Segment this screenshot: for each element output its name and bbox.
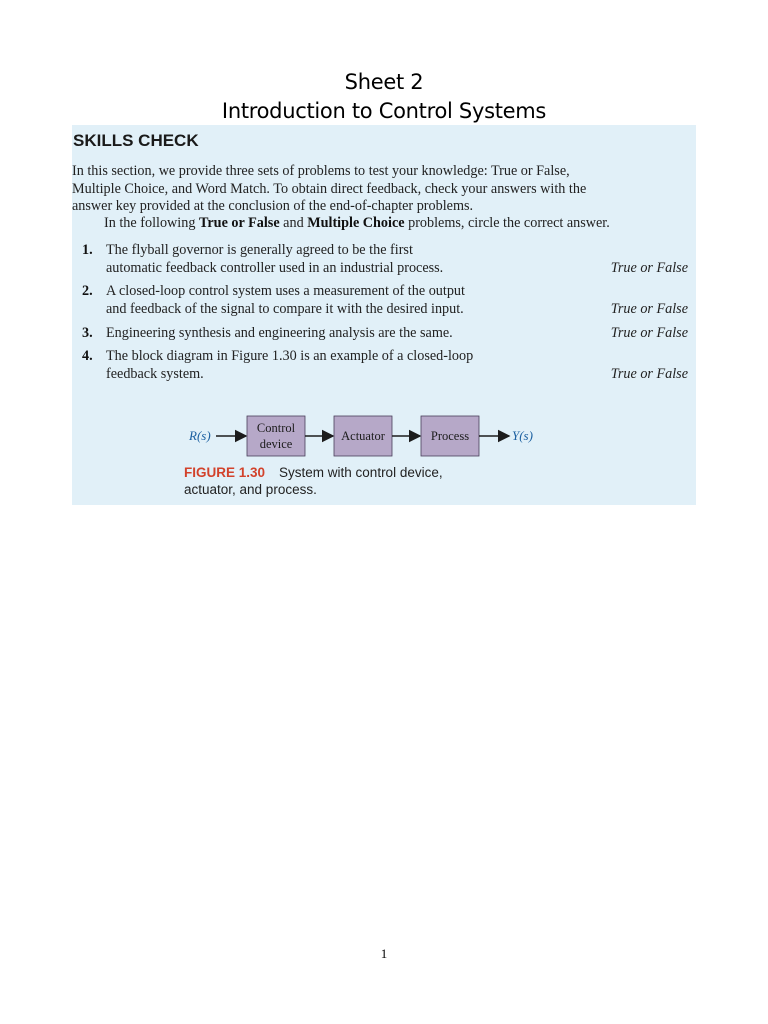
block-label: device — [259, 437, 293, 451]
caption-text: actuator, and process. — [184, 482, 317, 497]
instruction-bold-true-false: True or False — [198, 215, 280, 231]
intro-line: answer key provided at the conclusion of the end-of-chapter problems. — [72, 198, 474, 215]
block-label: Control — [256, 421, 296, 435]
caption-line — [184, 464, 443, 481]
instruction-text: problems, circle the correct answer. — [404, 215, 610, 231]
page-number: 1 — [380, 946, 388, 961]
question-text: The block diagram in Figure 1.30 is an example of a closed-loop — [106, 348, 474, 364]
sheet-subtitle: Introduction to Control Systems — [221, 99, 547, 123]
true-or-false-answer[interactable]: True or False — [610, 366, 688, 382]
instruction-text: and — [279, 215, 308, 231]
output-signal-label: Y(s) — [512, 428, 533, 443]
block-label: Actuator — [341, 429, 385, 443]
input-signal-label: R(s) — [189, 428, 211, 443]
instruction-bold-multiple-choice: Multiple Choice — [307, 215, 405, 231]
question-text: automatic feedback controller used in an industrial process. — [106, 260, 444, 276]
skills-check-heading: SKILLS CHECK — [73, 131, 199, 150]
caption-text: System with control device, — [279, 465, 443, 480]
instruction-text: In the following — [104, 215, 199, 231]
instruction-line — [104, 215, 610, 232]
question-number: 2. — [82, 283, 93, 299]
intro-paragraph — [72, 163, 688, 216]
block-label: Process — [430, 429, 470, 443]
question-text: A closed-loop control system uses a measurement of the output — [106, 283, 465, 299]
intro-line: Multiple Choice, and Word Match. To obtain direct feedback, check your answers with the — [72, 180, 587, 197]
figure-label: FIGURE 1.30 — [184, 465, 266, 480]
figure-caption — [184, 464, 443, 498]
true-or-false-answer[interactable]: True or False — [610, 325, 688, 341]
question-text: The flyball governor is generally agreed to be the first — [106, 242, 413, 258]
question-text: and feedback of the signal to compare it with the desired input. — [106, 301, 464, 317]
question-number: 4. — [82, 348, 93, 364]
true-or-false-answer[interactable]: True or False — [610, 301, 688, 317]
intro-line: In this section, we provide three sets of problems to test your knowledge: True or False, — [72, 163, 570, 179]
question-number: 1. — [82, 242, 93, 258]
question-text: Engineering synthesis and engineering analysis are the same. — [106, 325, 453, 341]
question-number: 3. — [82, 325, 93, 341]
sheet-title: Sheet 2 — [344, 70, 424, 94]
question-text: feedback system. — [106, 366, 204, 382]
true-or-false-answer[interactable]: True or False — [610, 260, 688, 276]
block-diagram — [180, 410, 560, 462]
